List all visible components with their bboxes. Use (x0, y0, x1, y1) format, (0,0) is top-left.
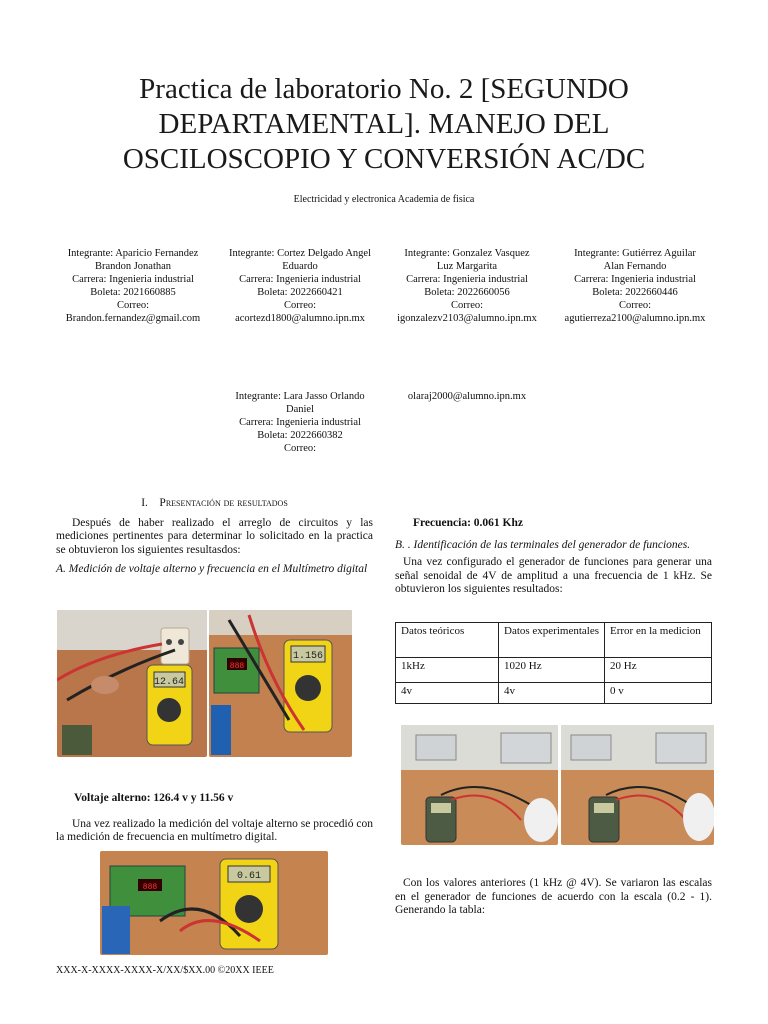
author-block: Integrante: Cortez Delgado Angel Eduardo Carrera: Ingenieria industrial Boleta: 2022660421 Correo: acortezd1800@alumno.ipn.mx (220, 247, 380, 325)
scales-paragraph: Con los valores anteriores (1 kHz @ 4V). Se variaron las escalas en el generador de funciones de acuerdo con la escala (0.2 - 1). Generando la tabla: (395, 877, 712, 916)
generator-display: 888 (229, 662, 245, 671)
voltage-result: Voltaje alterno: 126.4 v y 11.56 v (74, 792, 234, 804)
generator-display: 888 (142, 883, 158, 892)
left-column-lower (56, 792, 373, 845)
intro-paragraph: Después de haber realizado el arreglo de circuitos y las mediciones pertinentes para determinar lo solicitado en la practica se obtuvieron los siguientes resultasdos: (56, 516, 373, 556)
table-header-cell: Error en la medicion (605, 623, 712, 658)
photo-graphic (209, 610, 352, 757)
frequency-result: Frecuencia: 0.061 Khz (413, 517, 523, 529)
multimeter-reading: 1.156 (292, 651, 324, 662)
photo-lab-bench-left (401, 725, 558, 845)
author-block: Integrante: Aparicio Fernandez Brandon Jonathan Carrera: Ingenieria industrial Boleta: 2021660885 Correo: Brandon.fernandez@gmail.com (53, 247, 213, 325)
right-column (395, 517, 712, 597)
photo-frequency-measurement (100, 851, 328, 955)
table-cell: 1020 Hz (499, 658, 605, 683)
section-heading: I. Presentación de resultados (141, 497, 288, 509)
table-cell: 4v (396, 683, 499, 704)
photo-multimeter-outlet (57, 610, 207, 757)
generator-paragraph: Una vez configurado el generador de funciones para generar una señal senoidal de 4V de amplitud a una frecuencia de 1 kHz. Se obtuvieron los siguientes resultados: (395, 556, 712, 595)
author-block: Integrante: Lara Jasso Orlando Daniel Carrera: Ingenieria industrial Boleta: 2022660382 Correo: (235, 391, 365, 454)
subsection-b: B. . Identificación de las terminales del generador de funciones. (395, 538, 691, 551)
photo-graphic (100, 851, 328, 955)
affiliation: Electricidad y electronica Academia de fisica (293, 194, 475, 205)
frequency-paragraph: Una vez realizado la medición del voltaje alterno se procedió con la medición de frecuencia en multímetro digital. (56, 817, 373, 843)
right-column-lower (395, 877, 712, 918)
author-email[interactable]: Brandon.fernandez@gmail.com (65, 313, 201, 324)
table-cell: 20 Hz (605, 658, 712, 683)
multimeter-reading: 12.64 (153, 677, 185, 688)
table-header-cell: Datos teóricos (396, 623, 499, 658)
photo-graphic (57, 610, 207, 757)
photo-lab-bench-right (561, 725, 714, 845)
table-header-cell: Datos experimentales (499, 623, 605, 658)
table-cell: 1kHz (396, 658, 499, 683)
table-row (396, 658, 712, 683)
footer-copyright: XXX-X-XXXX-XXXX-X/XX/$XX.00 ©20XX IEEE (56, 965, 274, 976)
photo-graphic (401, 725, 558, 845)
table-row (396, 683, 712, 704)
subsection-a: A. Medición de voltaje alterno y frecuencia en el Multímetro digital (56, 563, 368, 575)
author-email[interactable]: olaraj2000@alumno.ipn.mx (407, 391, 527, 402)
left-column (56, 497, 373, 577)
paper-title: Practica de laboratorio No. 2 [SEGUNDO DEPARTAMENTAL]. MANEJO DEL OSCILOSCOPIO Y CONVERSIÓN AC/DC (122, 73, 646, 175)
table-header-row (396, 623, 712, 658)
author-email[interactable]: acortezd1800@alumno.ipn.mx (235, 313, 365, 324)
author-block: Integrante: Gonzalez Vasquez Luz Margarita Carrera: Ingenieria industrial Boleta: 2022660056 Correo: igonzalezv2103@alumno.ipn.mx (387, 247, 547, 325)
multimeter-reading: 0.61 (236, 871, 262, 882)
author-block: Integrante: Gutiérrez Aguilar Alan Fernando Carrera: Ingenieria industrial Boleta: 2022660446 Correo: agutierreza2100@alumno.ipn.mx (555, 247, 715, 325)
author-email[interactable]: igonzalezv2103@alumno.ipn.mx (397, 313, 537, 324)
photo-graphic (561, 725, 714, 845)
table-cell: 0 v (605, 683, 712, 704)
photo-multimeter-generator (209, 610, 352, 757)
results-table (395, 622, 712, 704)
author-email[interactable]: agutierreza2100@alumno.ipn.mx (564, 313, 706, 324)
table-cell: 4v (499, 683, 605, 704)
